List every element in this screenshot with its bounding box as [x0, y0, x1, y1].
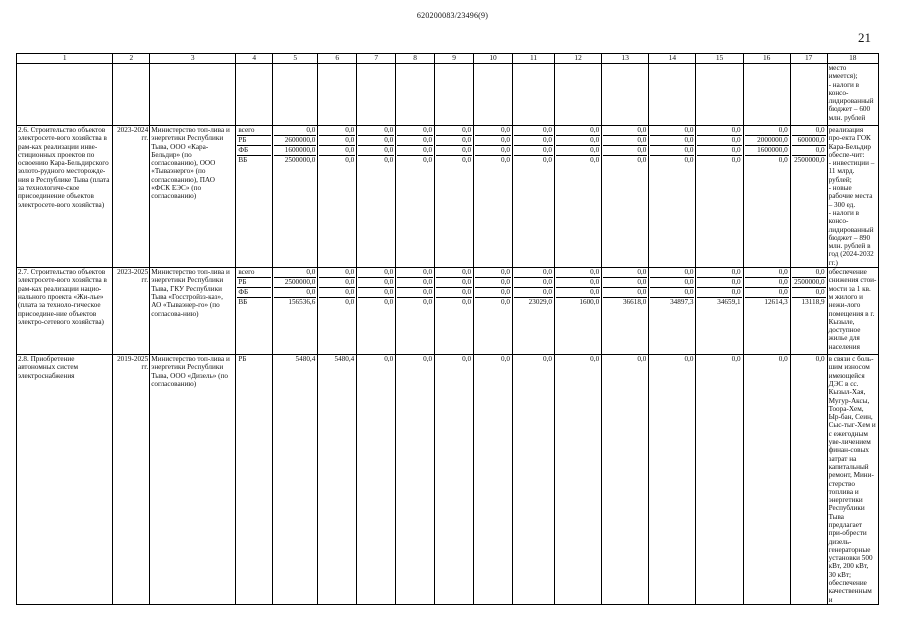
- amount-value: 0,0: [603, 136, 647, 146]
- column-header: 5: [273, 54, 318, 64]
- amount-value: 0,0: [462, 298, 472, 307]
- amount-value: 2000000,0: [745, 136, 789, 146]
- amount-cell: [318, 126, 357, 268]
- period: 2023-2025 гг.: [113, 268, 150, 355]
- amount-value: 0,0: [603, 278, 647, 288]
- amount-value: 0,0: [603, 126, 647, 136]
- table-row: [17, 355, 879, 605]
- amount-value: 0,0: [650, 126, 694, 136]
- amount-value: 0,0: [358, 278, 394, 288]
- amount-value: 0,0: [514, 126, 553, 136]
- amount-cell: [474, 355, 513, 605]
- amount-value: 0,0: [397, 126, 433, 136]
- amount-cell: [273, 355, 318, 605]
- amount-value: 0,0: [556, 126, 600, 136]
- expected-result: реализация про-екта ГОК Кара-Бельдир обеспе-чит: - инвестиции – 11 млрд. рублей; - новые рабочие места – 300 ед. - налоги в консо-лидированный бюджет – 890 млн. рублей в год (2024-2032 гг.): [827, 126, 878, 268]
- measure-name: 2.6. Строительство объектов электросете-вого хозяйства в рам-ках реализации инве-стиционных проектов по освоению Кара-Бельдирского золото-рудного месторожде-ния в Республике Тыва (плата за технологиче-ское присоединение объектов электросете-вого хозяйства): [17, 126, 113, 268]
- header-row: [17, 54, 879, 64]
- amount-value: 0,0: [384, 156, 394, 164]
- empty-cell: [513, 64, 555, 126]
- amount-value: 0,0: [423, 355, 433, 364]
- amount-cell: [435, 126, 474, 268]
- amount-value: 600000,0: [792, 136, 826, 146]
- amount-value: 0,0: [397, 146, 433, 156]
- amount-value: 0,0: [650, 278, 694, 288]
- amount-value: 0,0: [697, 288, 741, 298]
- amount-value: 0,0: [815, 355, 825, 364]
- column-header: 9: [435, 54, 474, 64]
- amount-value: 1600000,0: [745, 146, 789, 156]
- amount-value: 0,0: [423, 156, 433, 164]
- amount-value: 34659,1: [717, 298, 741, 307]
- amount-value: 0,0: [650, 136, 694, 146]
- empty-cell: [236, 64, 273, 126]
- amount-value: 0,0: [319, 126, 355, 136]
- source-label: РБ: [238, 355, 247, 364]
- source-label: ФБ: [237, 146, 271, 156]
- amount-value: 0,0: [475, 146, 511, 156]
- amount-value: 0,0: [792, 126, 826, 136]
- amount-cell: [743, 355, 790, 605]
- amount-cell: [602, 355, 649, 605]
- empty-cell: [396, 64, 435, 126]
- source-label: ВБ: [238, 156, 248, 164]
- amount-cell: [602, 126, 649, 268]
- amount-value: 0,0: [556, 268, 600, 278]
- amount-value: 0,0: [358, 268, 394, 278]
- column-header: 16: [743, 54, 790, 64]
- amount-value: 0,0: [274, 126, 316, 136]
- amount-value: 5480,4: [295, 355, 316, 364]
- amount-value: 0,0: [514, 146, 553, 156]
- empty-cell: [318, 64, 357, 126]
- column-header: 17: [790, 54, 827, 64]
- amount-value: 2500000,0: [274, 278, 316, 288]
- funding-source: [236, 126, 273, 268]
- amount-value: 0,0: [650, 268, 694, 278]
- amount-cell: [357, 355, 396, 605]
- amount-value: 0,0: [792, 146, 826, 156]
- amount-cell: [555, 355, 602, 605]
- amount-cell: [790, 268, 827, 355]
- source-label: ВБ: [238, 298, 248, 307]
- amount-value: 0,0: [475, 268, 511, 278]
- source-label: РБ: [237, 278, 271, 288]
- amount-value: 0,0: [384, 298, 394, 307]
- amount-value: 0,0: [358, 146, 394, 156]
- empty-cell: [474, 64, 513, 126]
- empty-cell: [113, 64, 150, 126]
- period: 2023-2024 гг.: [113, 126, 150, 268]
- amount-value: 0,0: [358, 136, 394, 146]
- amount-value: 0,0: [556, 278, 600, 288]
- amount-value: 5480,4: [334, 355, 355, 364]
- empty-cell: [696, 64, 743, 126]
- amount-value: 0,0: [274, 288, 316, 298]
- table-row: [17, 126, 879, 268]
- amount-value: 0,0: [475, 288, 511, 298]
- amount-value: 0,0: [358, 288, 394, 298]
- amount-value: 0,0: [603, 288, 647, 298]
- amount-value: 0,0: [697, 268, 741, 278]
- funding-source: [236, 355, 273, 605]
- amount-value: 0,0: [397, 288, 433, 298]
- amount-value: 36618,0: [622, 298, 647, 307]
- amount-cell: [790, 126, 827, 268]
- period: 2019-2025 гг.: [113, 355, 150, 605]
- amount-cell: [602, 268, 649, 355]
- amount-value: 0,0: [697, 278, 741, 288]
- amount-value: 0,0: [423, 298, 433, 307]
- amount-value: 0,0: [543, 355, 553, 364]
- amount-cell: [318, 355, 357, 605]
- amount-value: 0,0: [745, 268, 789, 278]
- amount-value: 0,0: [462, 355, 472, 364]
- amount-value: 0,0: [319, 136, 355, 146]
- empty-cell: [743, 64, 790, 126]
- amount-value: 0,0: [514, 278, 553, 288]
- amount-cell: [649, 355, 696, 605]
- amount-value: 0,0: [358, 126, 394, 136]
- column-header: 1: [17, 54, 113, 64]
- source-label: всего: [237, 268, 271, 278]
- amount-value: 0,0: [384, 355, 394, 364]
- amount-value: 0,0: [543, 156, 553, 164]
- amount-cell: [790, 355, 827, 605]
- amount-value: 0,0: [436, 136, 472, 146]
- amount-value: 0,0: [274, 268, 316, 278]
- column-header: 15: [696, 54, 743, 64]
- amount-value: 0,0: [319, 278, 355, 288]
- executors: Министерство топ-лива и энергетики Республики Тыва, ООО «Дизель» (по согласованию): [150, 355, 236, 605]
- amount-value: 0,0: [345, 156, 355, 164]
- amount-cell: [396, 355, 435, 605]
- column-header: 11: [513, 54, 555, 64]
- amount-value: 0,0: [684, 355, 694, 364]
- amount-value: 0,0: [590, 355, 600, 364]
- amount-cell: [649, 126, 696, 268]
- amount-value: 0,0: [745, 126, 789, 136]
- amount-value: 0,0: [603, 146, 647, 156]
- amount-value: 0,0: [556, 288, 600, 298]
- column-header: 10: [474, 54, 513, 64]
- amount-value: 0,0: [501, 298, 510, 307]
- amount-value: 0,0: [731, 156, 741, 164]
- amount-value: 0,0: [501, 156, 510, 164]
- amount-value: 0,0: [745, 288, 789, 298]
- amount-cell: [357, 268, 396, 355]
- empty-cell: [555, 64, 602, 126]
- executors: Министерство топ-лива и энергетики Республики Тыва, ООО «Кара-Бельдир» (по согласованию), ООО «Тываэнерго» (по согласованию), ПАО «ФСК ЕЭС» (по согласованию): [150, 126, 236, 268]
- program-table: [16, 53, 879, 605]
- amount-value: 0,0: [436, 126, 472, 136]
- column-header: 6: [318, 54, 357, 64]
- amount-cell: [396, 126, 435, 268]
- amount-value: 0,0: [514, 288, 553, 298]
- amount-value: 2500000,0: [794, 156, 825, 164]
- amount-value: 0,0: [319, 146, 355, 156]
- amount-value: 0,0: [778, 355, 788, 364]
- result-cell: место имеется); - налоги в консо- лидированный бюджет – 600 млн. рублей: [827, 64, 878, 126]
- empty-cell: [790, 64, 827, 126]
- measure-name: 2.7. Строительство объектов электросете-вого хозяйства в рам-ках реализации нацио-нального проекта «Жи-лье» (плата за техноло-гическое присоедине-ние объектов электро-сетевого хозяйства): [17, 268, 113, 355]
- column-header: 7: [357, 54, 396, 64]
- amount-value: 0,0: [462, 156, 472, 164]
- empty-cell: [273, 64, 318, 126]
- amount-cell: [696, 355, 743, 605]
- amount-value: 0,0: [556, 136, 600, 146]
- measure-name: 2.8. Приобретение автономных систем электроснабжения: [17, 355, 113, 605]
- source-label: ФБ: [237, 288, 271, 298]
- amount-value: 156536,6: [288, 298, 316, 307]
- amount-value: 0,0: [603, 268, 647, 278]
- amount-value: 0,0: [397, 136, 433, 146]
- amount-value: 0,0: [319, 288, 355, 298]
- amount-value: 0,0: [436, 278, 472, 288]
- amount-cell: [273, 126, 318, 268]
- amount-value: 0,0: [436, 288, 472, 298]
- amount-value: 0,0: [475, 126, 511, 136]
- amount-value: 0,0: [697, 126, 741, 136]
- amount-value: 2600000,0: [274, 136, 316, 146]
- amount-cell: [513, 126, 555, 268]
- amount-value: 1600000,0: [274, 146, 316, 156]
- amount-value: 0,0: [436, 146, 472, 156]
- amount-value: 2500000,0: [284, 156, 316, 164]
- column-header: 13: [602, 54, 649, 64]
- amount-value: 0,0: [792, 268, 826, 278]
- source-label: РБ: [237, 136, 271, 146]
- amount-value: 0,0: [590, 156, 600, 164]
- amount-cell: [555, 126, 602, 268]
- funding-source: [236, 268, 273, 355]
- column-header: 2: [113, 54, 150, 64]
- amount-cell: [396, 268, 435, 355]
- amount-cell: [474, 126, 513, 268]
- amount-value: 0,0: [650, 288, 694, 298]
- amount-value: 13118,9: [801, 298, 825, 307]
- amount-value: 0,0: [745, 278, 789, 288]
- amount-value: 34897,3: [670, 298, 694, 307]
- column-header: 4: [236, 54, 273, 64]
- amount-value: 0,0: [792, 288, 826, 298]
- amount-value: 0,0: [514, 136, 553, 146]
- amount-cell: [649, 268, 696, 355]
- empty-cell: [435, 64, 474, 126]
- amount-value: 0,0: [397, 278, 433, 288]
- amount-cell: [273, 268, 318, 355]
- amount-value: 0,0: [697, 146, 741, 156]
- amount-value: 12614,3: [764, 298, 788, 307]
- column-header: 12: [555, 54, 602, 64]
- expected-result: обеспечение снижения стои-мости за 1 кв. м жилого и нежи-лого помещения в г. Кызыле, доступное жилье для населения: [827, 268, 878, 355]
- expected-result: в связи с боль-шим износом имеющейся ДЭС в сс. Кызыл-Хая, Мугур-Аксы, Тоора-Хем, Ыр-бан, Сеин, Сыс-тыг-Хем и с ежегодным уве-личением финан-совых затрат на капитальный ремонт, Мини-стерство топлива и энергетики Республики Тыва предлагает при-обрести дизель-генераторные установки 500 кВт, 200 кВт, 30 кВт; обеспечение качественным и: [827, 355, 878, 605]
- table-row: [17, 268, 879, 355]
- amount-cell: [435, 355, 474, 605]
- column-header: 18: [827, 54, 878, 64]
- amount-value: 2500000,0: [792, 278, 826, 288]
- empty-cell: [602, 64, 649, 126]
- amount-value: 0,0: [731, 355, 741, 364]
- amount-cell: [743, 268, 790, 355]
- amount-cell: [743, 126, 790, 268]
- amount-value: 0,0: [475, 136, 511, 146]
- amount-value: 0,0: [345, 298, 355, 307]
- amount-cell: [435, 268, 474, 355]
- amount-value: 0,0: [436, 268, 472, 278]
- amount-value: 0,0: [556, 146, 600, 156]
- amount-cell: [513, 355, 555, 605]
- amount-cell: [555, 268, 602, 355]
- amount-value: 0,0: [684, 156, 694, 164]
- empty-cell: [649, 64, 696, 126]
- amount-cell: [696, 126, 743, 268]
- executors: Министерство топ-лива и энергетики Республики Тыва, ГКУ Республики Тыва «Госстройзз-каз», АО «Тываэнер-го» (по согласова-нию): [150, 268, 236, 355]
- amount-value: 0,0: [637, 355, 647, 364]
- column-header: 8: [396, 54, 435, 64]
- empty-cell: [150, 64, 236, 126]
- source-label: всего: [237, 126, 271, 136]
- empty-cell: [357, 64, 396, 126]
- document-id: 620200083/23496(9): [416, 11, 489, 20]
- amount-value: 0,0: [501, 355, 510, 364]
- carryover-row: [17, 64, 879, 126]
- amount-value: 0,0: [697, 136, 741, 146]
- amount-cell: [474, 268, 513, 355]
- amount-cell: [318, 268, 357, 355]
- amount-value: 0,0: [778, 156, 788, 164]
- column-header: 3: [150, 54, 236, 64]
- amount-value: 23029,0: [528, 298, 553, 307]
- amount-cell: [357, 126, 396, 268]
- column-header: 14: [649, 54, 696, 64]
- amount-value: 0,0: [475, 278, 511, 288]
- amount-value: 0,0: [319, 268, 355, 278]
- amount-value: 0,0: [514, 268, 553, 278]
- empty-cell: [17, 64, 113, 126]
- amount-value: 0,0: [397, 268, 433, 278]
- amount-value: 0,0: [650, 146, 694, 156]
- amount-cell: [513, 268, 555, 355]
- amount-value: 0,0: [637, 156, 647, 164]
- amount-cell: [696, 268, 743, 355]
- amount-value: 1600,0: [579, 298, 600, 307]
- page-number: 21: [858, 30, 871, 45]
